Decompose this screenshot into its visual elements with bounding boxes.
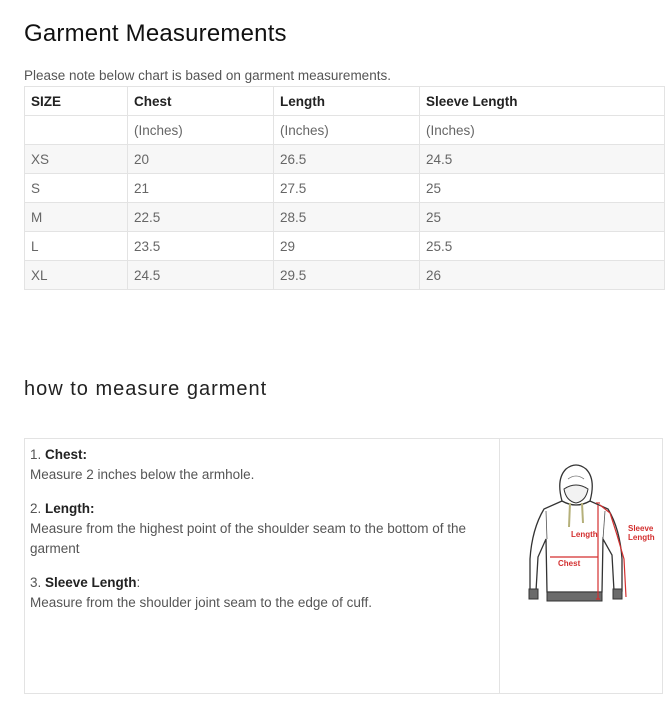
table-row [25,203,665,232]
hoodie-diagram [500,439,662,693]
table-cell: M [25,203,128,232]
item-label: Length: [45,501,95,516]
table-cell: S [25,174,128,203]
table-cell: 25 [420,203,665,232]
chart-note: Please note below chart is based on garment measurements. [24,68,391,83]
hoodie-illustration [500,439,663,693]
item-label-suffix: : [136,575,141,590]
table-row [25,261,665,290]
chest-label: Chest [558,559,581,568]
item-number: 3. [30,575,46,590]
table-header-row [25,87,665,116]
item-number: 1. [30,447,46,462]
table-cell: 24.5 [128,261,274,290]
measure-instructions [25,439,500,693]
unit-cell [25,116,128,145]
page-title: Garment Measurements [24,20,287,47]
table-cell: 26.5 [274,145,420,174]
hoodie-body [530,501,622,592]
item-description: Measure from the shoulder joint seam to the edge of cuff. [30,595,372,610]
table-cell: 27.5 [274,174,420,203]
unit-cell: (Inches) [128,116,274,145]
item-number: 2. [30,501,46,516]
table-cell: 21 [128,174,274,203]
unit-cell: (Inches) [274,116,420,145]
item-label: Chest: [45,447,88,462]
measure-guide [24,438,663,694]
unit-cell: (Inches) [420,116,665,145]
table-cell: 29 [274,232,420,261]
table-cell: 22.5 [128,203,274,232]
table-row [25,145,665,174]
table-cell: 25.5 [420,232,665,261]
table-cell: XS [25,145,128,174]
table-cell: 25 [420,174,665,203]
table-cell: 29.5 [274,261,420,290]
item-label: Sleeve Length [45,575,137,590]
size-chart-table [24,86,665,290]
sleeve-label-line1: Sleeve [628,524,654,533]
table-row [25,174,665,203]
units-row [25,116,665,145]
table-cell: 26 [420,261,665,290]
header-cell: Length [274,87,420,116]
guide-item [30,573,494,613]
guide-item [30,445,494,485]
header-cell: SIZE [25,87,128,116]
guide-item [30,499,494,559]
table-cell: 20 [128,145,274,174]
item-description: Measure from the highest point of the shoulder seam to the bottom of the garment [30,521,467,556]
length-label: Length [571,530,598,539]
sleeve-label-line2: Length [628,533,655,542]
header-cell: Chest [128,87,274,116]
header-cell: Sleeve Length [420,87,665,116]
table-cell: 28.5 [274,203,420,232]
table-cell: L [25,232,128,261]
table-cell: 23.5 [128,232,274,261]
table-row [25,232,665,261]
measure-guide-title: how to measure garment [24,378,268,400]
table-cell: 24.5 [420,145,665,174]
item-description: Measure 2 inches below the armhole. [30,467,255,482]
table-cell: XL [25,261,128,290]
